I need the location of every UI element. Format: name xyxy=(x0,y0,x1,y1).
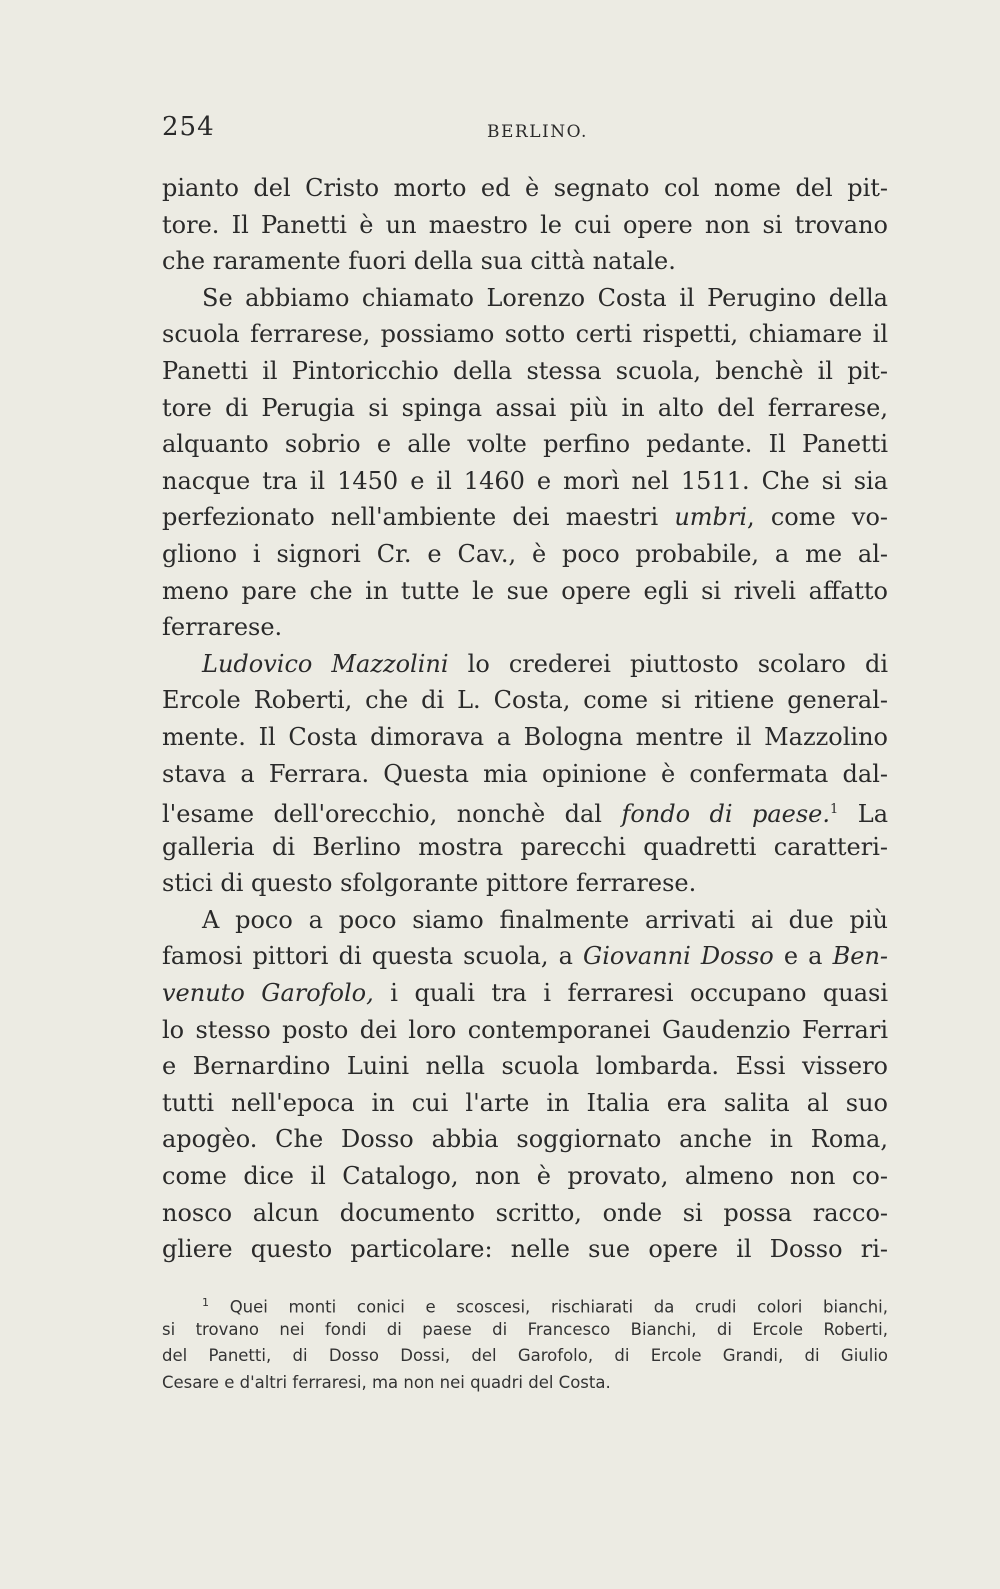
text-line: stava a Ferrara. Questa mia opinione è confermata dal- xyxy=(162,759,888,788)
text-segment: La xyxy=(838,800,888,829)
text-line: Ercole Roberti, che di L. Costa, come si ritiene general- xyxy=(162,686,888,715)
text-line: nacque tra il 1450 e il 1460 e morì nel 1511. Che si sia xyxy=(162,466,888,495)
italic-name: Giovanni Dosso xyxy=(583,942,774,971)
page-number: 254 xyxy=(162,112,215,142)
text-line: alquanto sobrio e alle volte perfino pedante. Il Panetti xyxy=(162,430,888,459)
italic-name: Ludovico Mazzolini xyxy=(202,649,449,678)
text-segment: , come vo- xyxy=(747,503,888,532)
text-line: nosco alcun documento scritto, onde si possa racco- xyxy=(162,1198,888,1227)
text-line: scuola ferrarese, possiamo sotto certi rispetti, chiamare il xyxy=(162,320,888,349)
text-segment: l'esame dell'orecchio, nonchè dal xyxy=(162,800,622,829)
text-line: tore di Perugia si spinga assai più in alto del ferrarese, xyxy=(162,393,888,422)
text-line xyxy=(162,792,888,829)
text-line: Panetti il Pintoricchio della stessa scuola, benchè il pit- xyxy=(162,356,888,385)
italic-term: fondo di paese. xyxy=(621,800,831,829)
body-text xyxy=(162,170,888,1268)
footnote-line xyxy=(162,1290,888,1317)
text-segment: e a xyxy=(773,942,833,971)
italic-name: Ben- xyxy=(832,942,888,971)
text-line: gliere questo particolare: nelle sue opere il Dosso ri- xyxy=(162,1235,888,1264)
text-line: lo stesso posto dei loro contemporanei Gaudenzio Ferrari xyxy=(162,1015,888,1044)
text-line: e Bernardino Luini nella scuola lombarda. Essi vissero xyxy=(162,1052,888,1081)
text-line: pianto del Cristo morto ed è segnato col nome del pit- xyxy=(162,174,888,202)
text-segment: famosi pittori di questa scuola, a xyxy=(162,942,584,971)
text-line: ferrarese. xyxy=(162,613,283,642)
footnote xyxy=(162,1290,888,1396)
text-line: apogèo. Che Dosso abbia soggiornato anche in Roma, xyxy=(162,1125,888,1154)
text-line: tutti nell'epoca in cui l'arte in Italia era salita al suo xyxy=(162,1088,888,1117)
text-line: gliono i signori Cr. e Cav., è poco probabile, a me al- xyxy=(162,539,888,568)
running-title: BERLINO. xyxy=(487,122,588,142)
text-line: che raramente fuori della sua città natale. xyxy=(162,247,676,276)
text-line xyxy=(162,938,888,975)
text-segment: lo crederei piuttosto scolaro di xyxy=(448,649,888,678)
text-line: meno pare che in tutte le sue opere egli si riveli affatto xyxy=(162,576,888,605)
text-line: A poco a poco siamo finalmente arrivati ai due più xyxy=(202,905,888,934)
text-line: tore. Il Panetti è un maestro le cui opere non si trovano xyxy=(162,210,888,239)
footnote-text: Quei monti conici e scoscesi, rischiarati da crudi colori bianchi, xyxy=(229,1297,888,1317)
text-line: Se abbiamo chiamato Lorenzo Costa il Perugino della xyxy=(202,283,888,312)
footnote-line: Cesare e d'altri ferraresi, ma non nei quadri del Costa. xyxy=(162,1372,611,1392)
footnote-line: si trovano nei fondi di paese di Francesco Bianchi, di Ercole Roberti, xyxy=(162,1319,888,1339)
text-line: mente. Il Costa dimorava a Bologna mentre il Mazzolino xyxy=(162,722,888,751)
text-line: galleria di Berlino mostra parecchi quadretti caratteri- xyxy=(162,832,888,861)
text-segment: i quali tra i ferraresi occupano quasi xyxy=(373,979,888,1008)
italic-name: venuto Garofolo, xyxy=(162,979,374,1008)
footnote-mark: 1 xyxy=(202,1296,209,1309)
footnote-line: del Panetti, di Dosso Dossi, del Garofolo, di Ercole Grandi, di Giulio xyxy=(162,1346,888,1365)
italic-term: umbri xyxy=(674,503,748,532)
footnote-reference: 1 xyxy=(830,802,839,818)
text-line xyxy=(162,646,888,683)
text-segment: perfezionato nell'ambiente dei maestri xyxy=(162,503,675,532)
text-line xyxy=(162,499,888,536)
page-header xyxy=(162,112,888,152)
text-line xyxy=(162,975,888,1012)
text-line: come dice il Catalogo, non è provato, almeno non co- xyxy=(162,1162,888,1191)
text-line: stici di questo sfolgorante pittore ferrarese. xyxy=(162,869,697,898)
